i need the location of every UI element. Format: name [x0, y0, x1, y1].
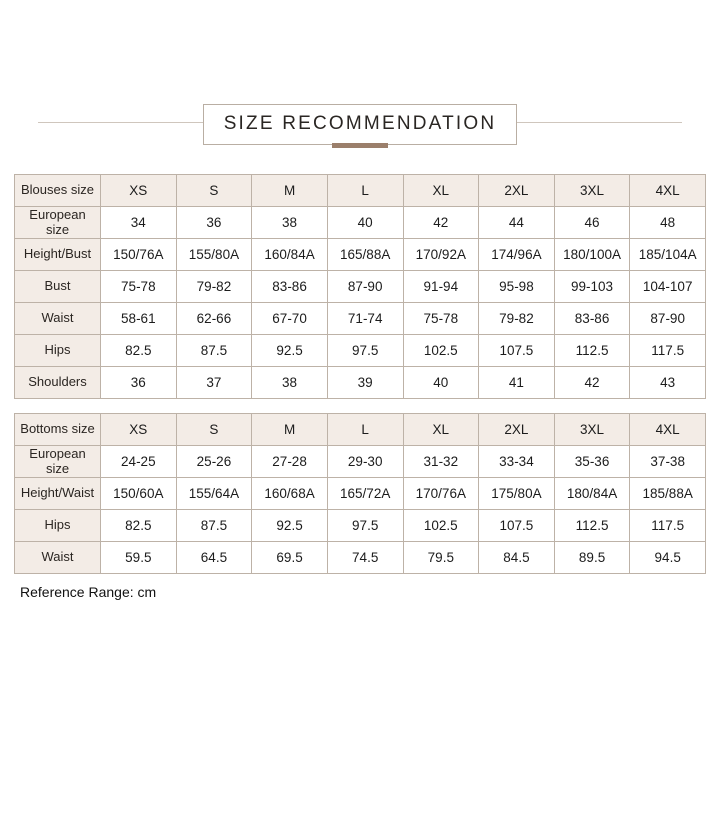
table-row	[15, 239, 706, 271]
table-cell: 58-61	[101, 303, 177, 335]
column-header: L	[327, 175, 403, 207]
table-cell: 25-26	[176, 446, 252, 478]
table-cell: 180/84A	[554, 478, 630, 510]
row-label: Hips	[15, 335, 101, 367]
table-cell: 38	[252, 367, 328, 399]
table-cell: 42	[554, 367, 630, 399]
row-label: Height/Waist	[15, 478, 101, 510]
table-cell: 79-82	[479, 303, 555, 335]
table-cell: 102.5	[403, 335, 479, 367]
table-cell: 74.5	[327, 542, 403, 574]
table-cell: 59.5	[101, 542, 177, 574]
title-box	[203, 104, 518, 145]
table-cell: 39	[327, 367, 403, 399]
table-cell: 27-28	[252, 446, 328, 478]
row-label: Height/Bust	[15, 239, 101, 271]
title-block	[14, 96, 706, 152]
table-row	[15, 367, 706, 399]
table-cell: 38	[252, 207, 328, 239]
column-header: XL	[403, 414, 479, 446]
table-cell: 165/88A	[327, 239, 403, 271]
table-cell: 33-34	[479, 446, 555, 478]
column-header: 2XL	[479, 175, 555, 207]
page-title: SIZE RECOMMENDATION	[223, 112, 497, 134]
column-header: 4XL	[630, 414, 706, 446]
table-cell: 150/76A	[101, 239, 177, 271]
table-cell: 104-107	[630, 271, 706, 303]
table-cell: 35-36	[554, 446, 630, 478]
table-cell: 75-78	[101, 271, 177, 303]
table-cell: 34	[101, 207, 177, 239]
table-cell: 170/76A	[403, 478, 479, 510]
table-cell: 185/104A	[630, 239, 706, 271]
table-row	[15, 542, 706, 574]
table-row	[15, 175, 706, 207]
table-cell: 48	[630, 207, 706, 239]
table-cell: 95-98	[479, 271, 555, 303]
row-label: Shoulders	[15, 367, 101, 399]
table-cell: 62-66	[176, 303, 252, 335]
table-cell: 44	[479, 207, 555, 239]
table-cell: 69.5	[252, 542, 328, 574]
table-cell: 97.5	[327, 510, 403, 542]
table-cell: 37-38	[630, 446, 706, 478]
table-cell: 94.5	[630, 542, 706, 574]
table-cell: 36	[176, 207, 252, 239]
table-cell: 41	[479, 367, 555, 399]
title-underline-accent	[332, 143, 388, 148]
reference-range-note: Reference Range: cm	[20, 584, 157, 600]
table-cell: 92.5	[252, 510, 328, 542]
table-cell: 170/92A	[403, 239, 479, 271]
size-chart-page	[0, 96, 720, 816]
table-cell: 40	[327, 207, 403, 239]
table-cell: 89.5	[554, 542, 630, 574]
table-cell: 87.5	[176, 335, 252, 367]
table-cell: 79.5	[403, 542, 479, 574]
table-cell: 87.5	[176, 510, 252, 542]
table-row	[15, 207, 706, 239]
table-cell: 112.5	[554, 510, 630, 542]
table-row	[15, 510, 706, 542]
table-cell: 102.5	[403, 510, 479, 542]
table-cell: 160/84A	[252, 239, 328, 271]
column-header: XL	[403, 175, 479, 207]
table-cell: 87-90	[327, 271, 403, 303]
column-header: XS	[101, 414, 177, 446]
row-label: European size	[15, 207, 101, 239]
table-cell: 155/64A	[176, 478, 252, 510]
table-cell: 82.5	[101, 510, 177, 542]
table-cell: 37	[176, 367, 252, 399]
blouses-size-table	[14, 174, 706, 399]
table-cell: 107.5	[479, 510, 555, 542]
table-row	[15, 478, 706, 510]
column-header: S	[176, 414, 252, 446]
table-cell: 75-78	[403, 303, 479, 335]
table-cell: 84.5	[479, 542, 555, 574]
table-cell: 36	[101, 367, 177, 399]
table-cell: 31-32	[403, 446, 479, 478]
column-header: 4XL	[630, 175, 706, 207]
column-header: 2XL	[479, 414, 555, 446]
bottoms-size-table	[14, 413, 706, 574]
row-label: Hips	[15, 510, 101, 542]
table-cell: 150/60A	[101, 478, 177, 510]
table-cell: 97.5	[327, 335, 403, 367]
table-row	[15, 446, 706, 478]
table-row	[15, 335, 706, 367]
column-header: 3XL	[554, 175, 630, 207]
table-cell: 92.5	[252, 335, 328, 367]
row-label: Waist	[15, 303, 101, 335]
table-cell: 112.5	[554, 335, 630, 367]
table-cell: 24-25	[101, 446, 177, 478]
column-header: M	[252, 414, 328, 446]
table-row	[15, 414, 706, 446]
table-cell: 117.5	[630, 335, 706, 367]
column-header: M	[252, 175, 328, 207]
table-cell: 165/72A	[327, 478, 403, 510]
table-cell: 40	[403, 367, 479, 399]
table-row	[15, 271, 706, 303]
table-cell: 185/88A	[630, 478, 706, 510]
table-row	[15, 303, 706, 335]
table-cell: 67-70	[252, 303, 328, 335]
table-cell: 43	[630, 367, 706, 399]
table-cell: 107.5	[479, 335, 555, 367]
row-label: European size	[15, 446, 101, 478]
table-cell: 175/80A	[479, 478, 555, 510]
table-cell: 83-86	[554, 303, 630, 335]
row-label: Bust	[15, 271, 101, 303]
row-label: Waist	[15, 542, 101, 574]
column-header: L	[327, 414, 403, 446]
blouses-size-header: Blouses size	[15, 175, 101, 207]
table-cell: 180/100A	[554, 239, 630, 271]
table-cell: 71-74	[327, 303, 403, 335]
table-cell: 64.5	[176, 542, 252, 574]
table-cell: 29-30	[327, 446, 403, 478]
bottoms-size-header: Bottoms size	[15, 414, 101, 446]
table-cell: 99-103	[554, 271, 630, 303]
column-header: 3XL	[554, 414, 630, 446]
table-cell: 174/96A	[479, 239, 555, 271]
table-cell: 160/68A	[252, 478, 328, 510]
table-cell: 82.5	[101, 335, 177, 367]
column-header: S	[176, 175, 252, 207]
table-cell: 42	[403, 207, 479, 239]
table-cell: 87-90	[630, 303, 706, 335]
table-cell: 155/80A	[176, 239, 252, 271]
table-cell: 79-82	[176, 271, 252, 303]
table-cell: 83-86	[252, 271, 328, 303]
table-cell: 117.5	[630, 510, 706, 542]
column-header: XS	[101, 175, 177, 207]
table-cell: 46	[554, 207, 630, 239]
table-cell: 91-94	[403, 271, 479, 303]
